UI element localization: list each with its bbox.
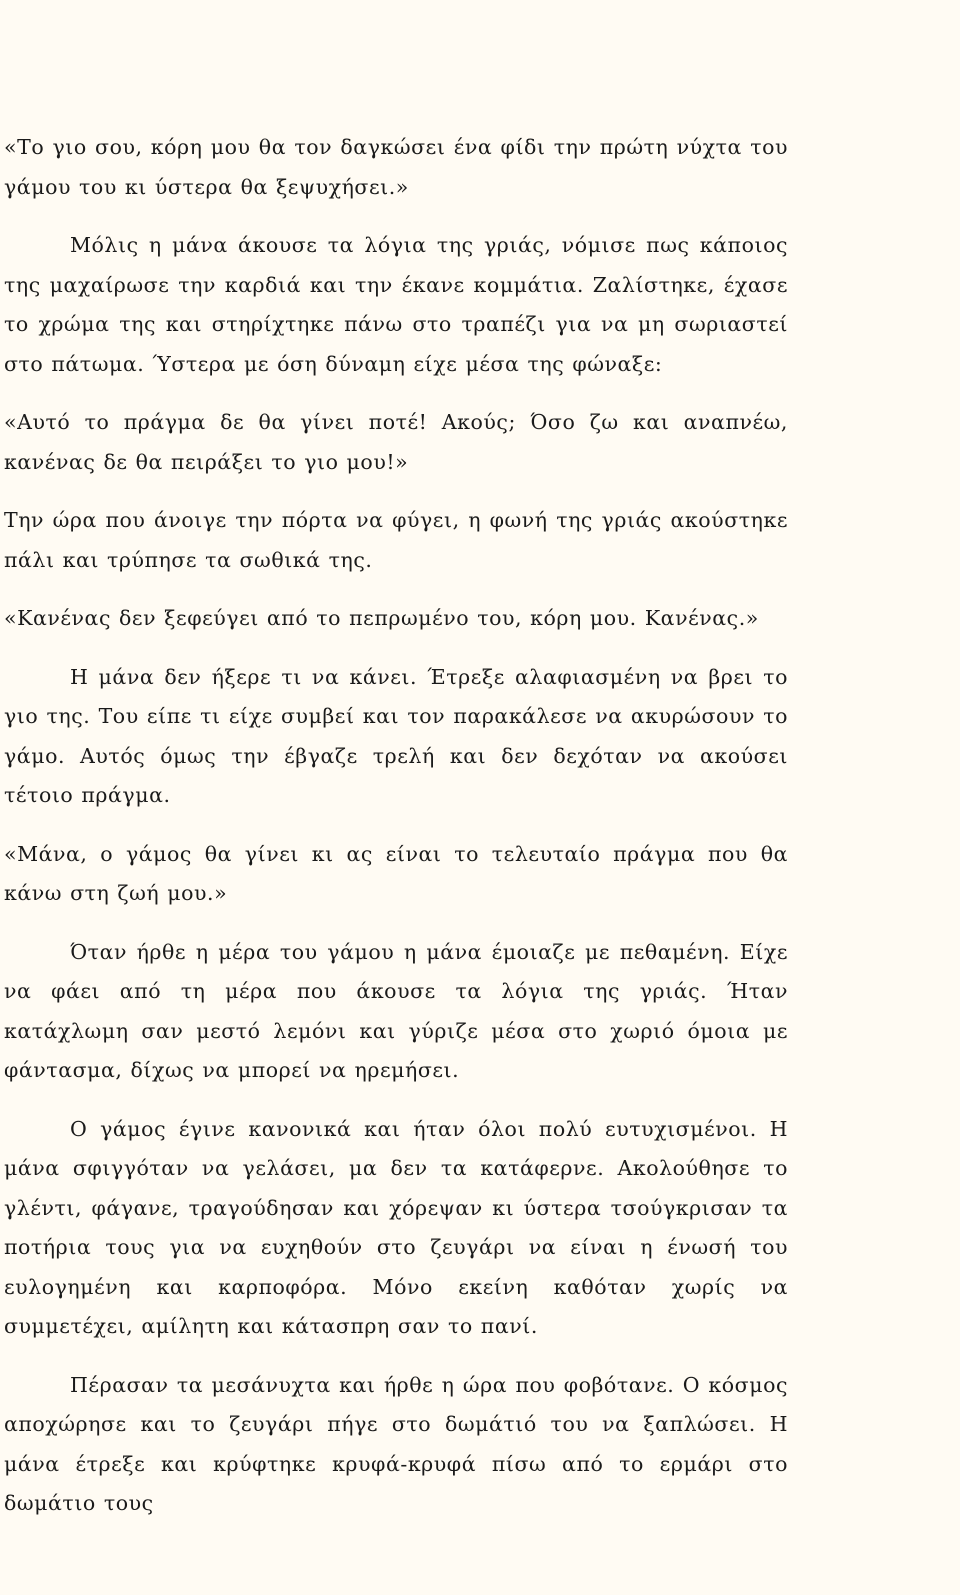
paragraph-9: Ο γάμος έγινε κανονικά και ήταν όλοι πολύ ευτυχισμένοι. Η μάνα σφιγγόταν να γελάσει, μα δεν τα κατάφερνε. Ακολούθησε το γλέντι, φάγανε, τραγούδησαν και χόρεψαν κι ύστερα τσούγκρισαν τα ποτήρια τους για να ευχηθούν στο ζευγάρι να είναι η ένωσή του ευλογημένη και καρποφόρα. Μόνο εκείνη καθόταν χωρίς να συμμετέχει, αμίλητη και κάτασπρη σαν το πανί.	[4, 1116, 788, 1338]
book-page	[4, 128, 788, 1524]
paragraph-3: «Αυτό το πράγμα δε θα γίνει ποτέ! Ακούς; Όσο ζω και αναπνέω, κανένας δε θα πειράξει το γιο μου!»	[4, 410, 788, 474]
paragraph-8: Όταν ήρθε η μέρα του γάμου η μάνα έμοιαζε με πεθαμένη. Είχε να φάει από τη μέρα που άκουσε τα λόγια της γριάς. Ήταν κατάχλωμη σαν μεστό λεμόνι και γύριζε μέσα στο χωριό όμοια με φάντασμα, δίχως να μπορεί να ηρεμήσει.	[4, 939, 788, 1082]
paragraph-10: Πέρασαν τα μεσάνυχτα και ήρθε η ώρα που φοβότανε. Ο κόσμος αποχώρησε και το ζευγάρι πήγε στο δωμάτιό του να ξαπλώσει. Η μάνα έτρεξε και κρύφτηκε κρυφά-κρυφά πίσω από το ερμάρι στο δωμάτιο τους	[4, 1372, 788, 1515]
paragraph-5: «Κανένας δεν ξεφεύγει από το πεπρωμένο του, κόρη μου. Κανένας.»	[4, 606, 759, 630]
paragraph-4: Την ώρα που άνοιγε την πόρτα να φύγει, η φωνή της γριάς ακούστηκε πάλι και τρύπησε τα σωθικά της.	[4, 508, 788, 572]
paragraph-2: Μόλις η μάνα άκουσε τα λόγια της γριάς, νόμισε πως κάποιος της μαχαίρωσε την καρδιά και την έκανε κομμάτια. Ζαλίστηκε, έχασε το χρώμα της και στηρίχτηκε πάνω στο τραπέζι για να μη σωριαστεί στο πάτωμα. Ύστερα με όση δύναμη είχε μέσα της φώναξε:	[4, 233, 788, 376]
paragraph-1: «Το γιο σου, κόρη μου θα τον δαγκώσει ένα φίδι την πρώτη νύχτα του γάμου του κι ύστερα θα ξεψυχήσει.»	[4, 135, 788, 199]
paragraph-6: Η μάνα δεν ήξερε τι να κάνει. Έτρεξε αλαφιασμένη να βρει το γιο της. Του είπε τι είχε συμβεί και τον παρακάλεσε να ακυρώσουν το γάμο. Αυτός όμως την έβγαζε τρελή και δεν δεχόταν να ακούσει τέτοιο πράγμα.	[4, 664, 788, 807]
paragraph-7: «Μάνα, ο γάμος θα γίνει κι ας είναι το τελευταίο πράγμα που θα κάνω στη ζωή μου.»	[4, 841, 788, 905]
